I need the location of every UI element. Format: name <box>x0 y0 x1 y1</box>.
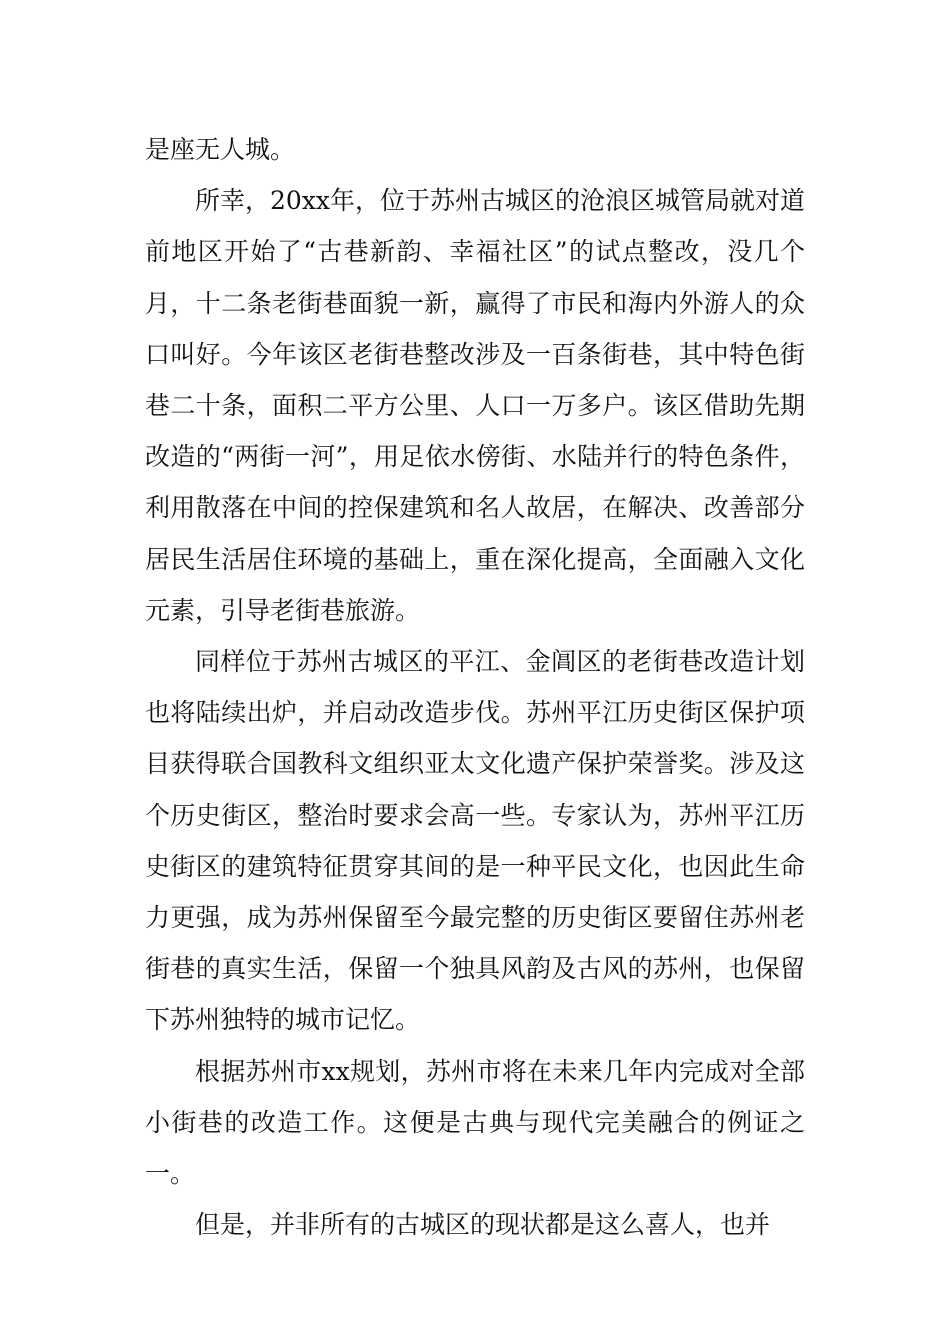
paragraph-canglang-renovation: 所幸，20xx年，位于苏州古城区的沧浪区城管局就对道前地区开始了“古巷新韵、幸福社区”的试点整改，没几个月，十二条老街巷面貌一新，赢得了市民和海内外游人的众口叫好。今年该区老街巷整改涉及一百条街巷，其中特色街巷二十条，面积二平方公里、人口一万多户。该区借助先期改造的“两街一河”，用足依水傍街、水陆并行的特色条件，利用散落在中间的控保建筑和名人故居，在解决、改善部分居民生活居住环境的基础上，重在深化提高，全面融入文化元素，引导老街巷旅游。 <box>145 186 806 625</box>
paragraph-however: 但是，并非所有的古城区的现状都是这么喜人，也并 <box>195 1210 771 1240</box>
document-body <box>145 124 805 1250</box>
paragraph-pingjiang-historic-district: 同样位于苏州古城区的平江、金阊区的老街巷改造计划也将陆续出炉，并启动改造步伐。苏州平江历史街区保护项目获得联合国教科文组织亚太文化遗产保护荣誉奖。涉及这个历史街区，整治时要求会高一些。专家认为，苏州平江历史街区的建筑特征贯穿其间的是一种平民文化，也因此生命力更强，成为苏州保留至今最完整的历史街区要留住苏州老街巷的真实生活，保留一个独具风韵及古风的苏州，也保留下苏州独特的城市记忆。 <box>145 647 805 1035</box>
paragraph-continuation: 是座无人城。 <box>145 135 296 164</box>
paragraph-city-plan: 根据苏州市xx规划，苏州市将在未来几年内完成对全部小街巷的改造工作。这便是古典与现代完美融合的例证之一。 <box>145 1056 805 1189</box>
